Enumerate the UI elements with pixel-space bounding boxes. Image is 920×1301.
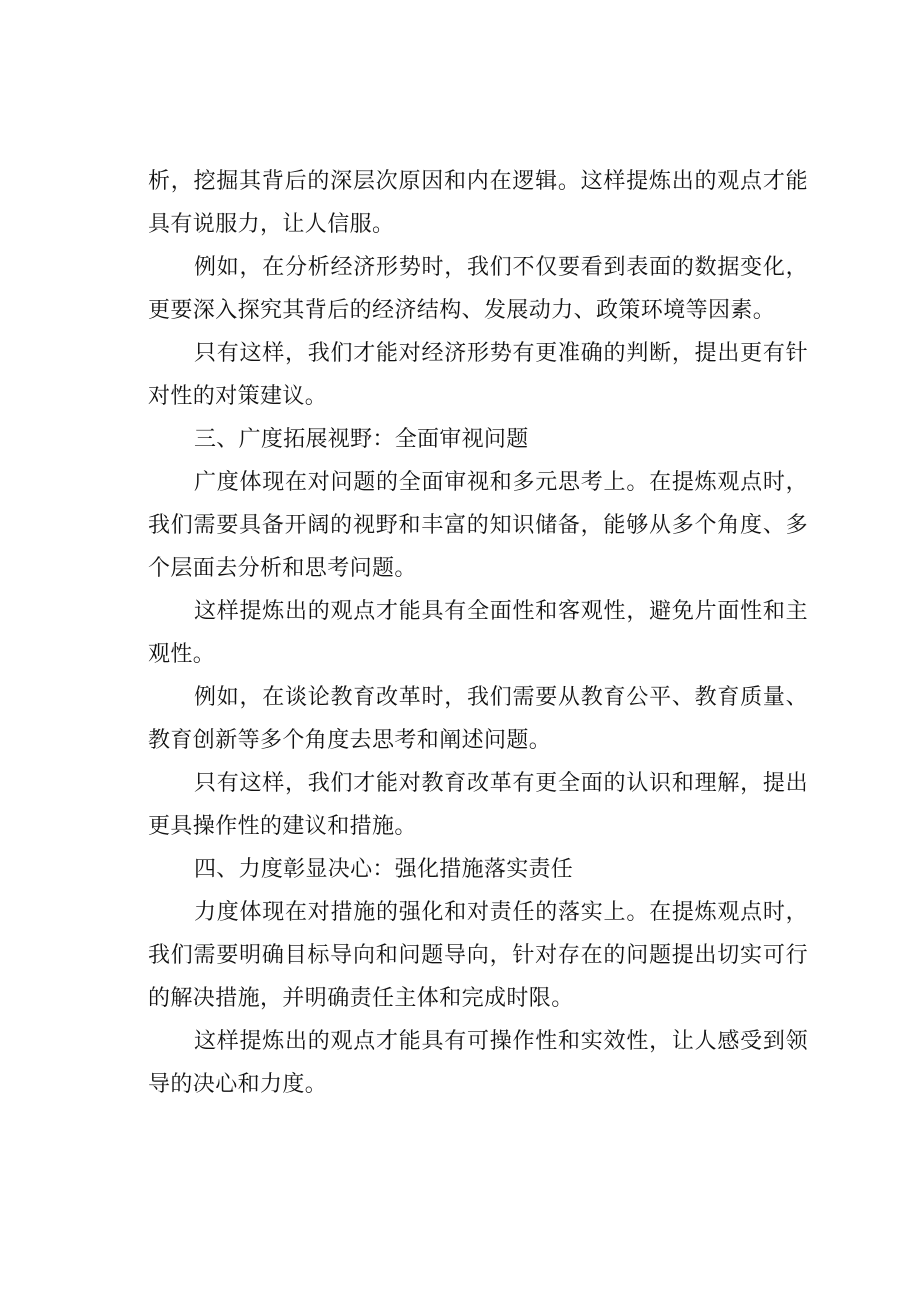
paragraph-breadth-intro: 广度体现在对问题的全面审视和多元思考上。在提炼观点时，我们需要具备开阔的视野和丰富的知识储备，能够从多个角度、多个层面去分析和思考问题。 bbox=[148, 470, 808, 581]
paragraph-economic-example: 例如，在分析经济形势时，我们不仅要看到表面的数据变化，更要深入探究其背后的经济结构、发展动力、政策环境等因素。 bbox=[148, 255, 808, 323]
section-heading-strength: 四、力度彰显决心：强化措施落实责任 bbox=[194, 857, 574, 882]
paragraph-economic-conclusion: 只有这样，我们才能对经济形势有更准确的判断，提出更有针对性的对策建议。 bbox=[148, 341, 808, 409]
section-heading-breadth: 三、广度拓展视野：全面审视问题 bbox=[194, 427, 529, 452]
paragraph-continuation: 析，挖掘其背后的深层次原因和内在逻辑。这样提炼出的观点才能具有说服力，让人信服。 bbox=[148, 169, 808, 237]
paragraph-breadth-result: 这样提炼出的观点才能具有全面性和客观性，避免片面性和主观性。 bbox=[148, 599, 808, 667]
paragraph-strength-result: 这样提炼出的观点才能具有可操作性和实效性，让人感受到领导的决心和力度。 bbox=[148, 1029, 808, 1097]
document-body bbox=[148, 160, 808, 1106]
paragraph-education-example: 例如，在谈论教育改革时，我们需要从教育公平、教育质量、教育创新等多个角度去思考和阐述问题。 bbox=[148, 685, 808, 753]
paragraph-education-conclusion: 只有这样，我们才能对教育改革有更全面的认识和理解，提出更具操作性的建议和措施。 bbox=[148, 771, 808, 839]
paragraph-strength-intro: 力度体现在对措施的强化和对责任的落实上。在提炼观点时，我们需要明确目标导向和问题导向，针对存在的问题提出切实可行的解决措施，并明确责任主体和完成时限。 bbox=[148, 900, 808, 1011]
